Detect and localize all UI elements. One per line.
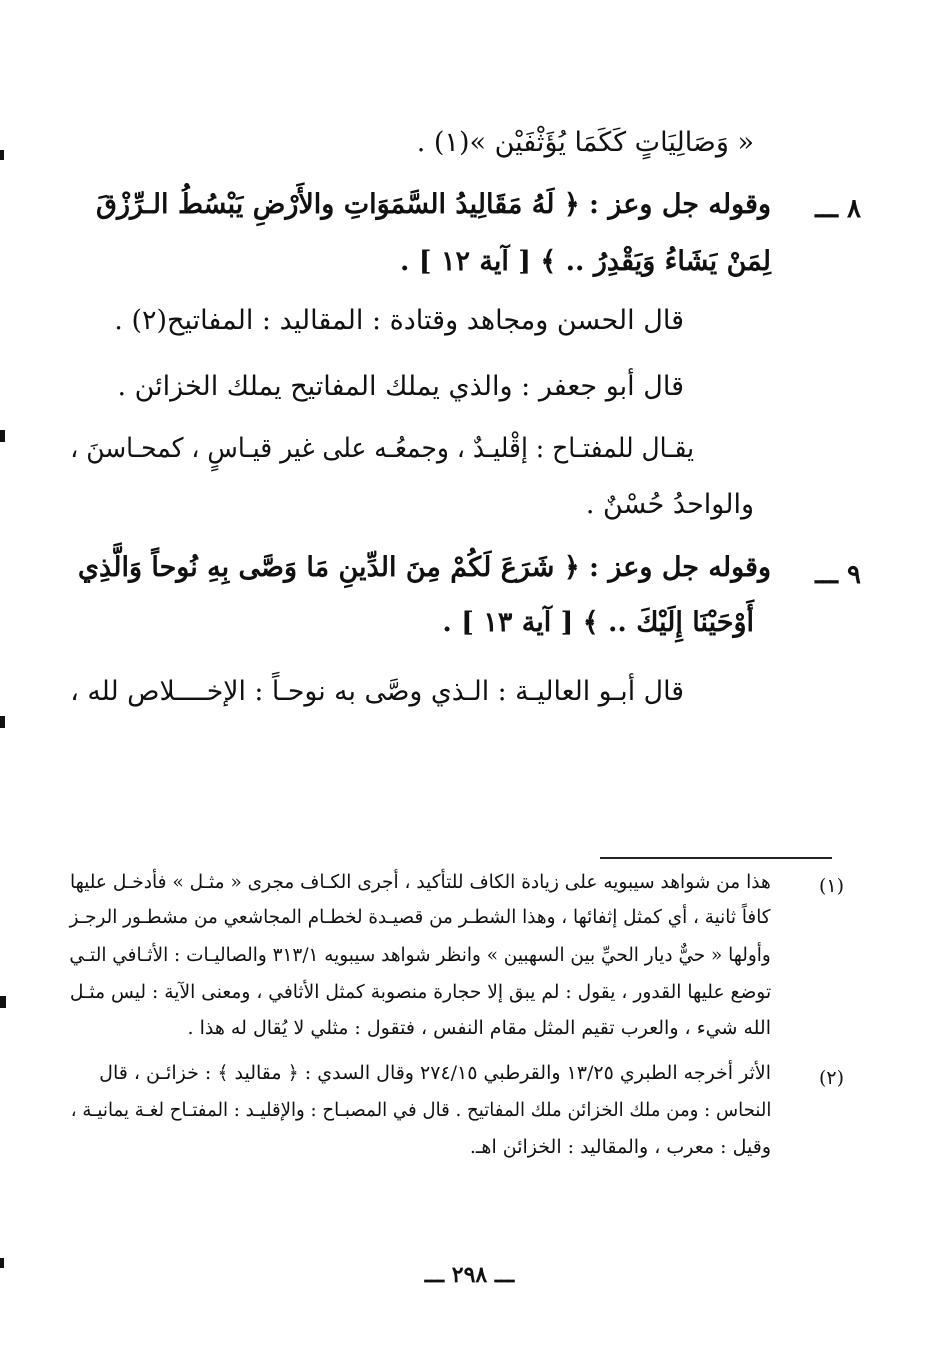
footnote-separator <box>600 857 832 859</box>
scan-mark <box>0 150 4 160</box>
item-8-line-2: لِمَنْ يَشَاءُ وَيَقْدِرُ .. ﴾ [ آية ١٢ ] . <box>399 246 771 277</box>
scan-mark <box>0 430 5 442</box>
scan-mark <box>0 996 6 1008</box>
footnote-1-line-1: هذا من شواهد سيبويه على زيادة الكاف للتأكيد ، أجرى الكـاف مجرى « مثـل » فأدخـل عليها <box>70 871 771 893</box>
footnote-1-line-2: كافاً ثانية ، أي كمثل إثفائها ، وهذا الشطـر من قصيـدة لخطـام المجاشعي من مشطـور الرجـز <box>70 906 771 928</box>
footnote-2-number: (٢) <box>818 1067 844 1089</box>
footnote-1-line-3: وأولها « حيٌّ ديار الحيِّ بين السهبين » وانظر شواهد سيبويه ٣١٣/١ والصاليـات : الأثـافي التـي <box>69 944 771 966</box>
page-number: ـــ ٢٩٨ ـــ <box>424 1262 515 1288</box>
footnote-2-line-2: النحاس : ومن ملك الخزائن ملك المفاتيح . قال في المصبـاح : والإقليـد : المفتـاح لغـة يمانيـة ، <box>70 1099 771 1121</box>
item-9-line-2: أَوْحَيْنَا إِلَيْكَ .. ﴾ [ آية ١٣ ] . <box>442 607 754 638</box>
para-miftah-line-2: والواحدُ حُسْنٌ . <box>585 489 754 520</box>
item-8-line-1: وقوله جل وعز : ﴿ لَهُ مَقَالِيدُ السَّمَوَاتِ والأَرْضِ يَبْسُطُ الـرِّزْقَ <box>96 189 771 220</box>
footnote-1-number: (١) <box>818 875 844 897</box>
item-9-line-1: وقوله جل وعز : ﴿ شَرَعَ لَكُمْ مِنَ الدِّينِ مَا وَصَّى بِهِ نُوحاً وَالَّذِي <box>77 552 771 583</box>
verse-tail: « وَصَالِيَاتٍ كَكَمَا يُؤَثْفَيْن »(١) . <box>416 127 754 158</box>
item-8-number: ٨ ـــ <box>815 194 861 224</box>
footnote-1-line-5: الله شيء ، والعرب تقيم المثل مقام النفس ، فتقول : مثلي لا يُقال له هذا . <box>187 1017 771 1039</box>
footnote-2-line-1: الأثر أخرجه الطبري ١٣/٢٥ والقرطبي ٢٧٤/١٥ وقال السدي : ﴿ مقاليد ﴾ : خزائـن ، قال <box>99 1062 771 1084</box>
para-hasan: قال الحسن ومجاهد وقتادة : المقاليد : المفاتيح(٢) . <box>114 305 684 336</box>
scan-mark <box>0 716 5 728</box>
footnote-1-line-4: توضع عليها القدور ، يقول : لم يبق إلا حجارة منصوبة كمثل الأثافي ، ومعنى الآية : ليس مثـل <box>69 981 771 1003</box>
footnote-2-line-3: وقيل : معرب ، والمقاليد : الخزائن اهـ. <box>469 1136 771 1158</box>
para-abu-aliya: قال أبـو العاليـة : الـذي وصَّى به نوحـاً : الإخــــلاص لله ، <box>70 676 684 707</box>
para-abu-jaafar: قال أبو جعفر : والذي يملك المفاتيح يملك الخزائن . <box>117 371 684 402</box>
item-9-number: ٩ ـــ <box>815 560 861 590</box>
para-miftah-line-1: يقـال للمفتـاح : إقْليـدٌ ، وجمعُـه على غير قيـاسٍ ، كمحـاسنَ ، <box>70 433 694 464</box>
scan-mark <box>0 1258 4 1268</box>
